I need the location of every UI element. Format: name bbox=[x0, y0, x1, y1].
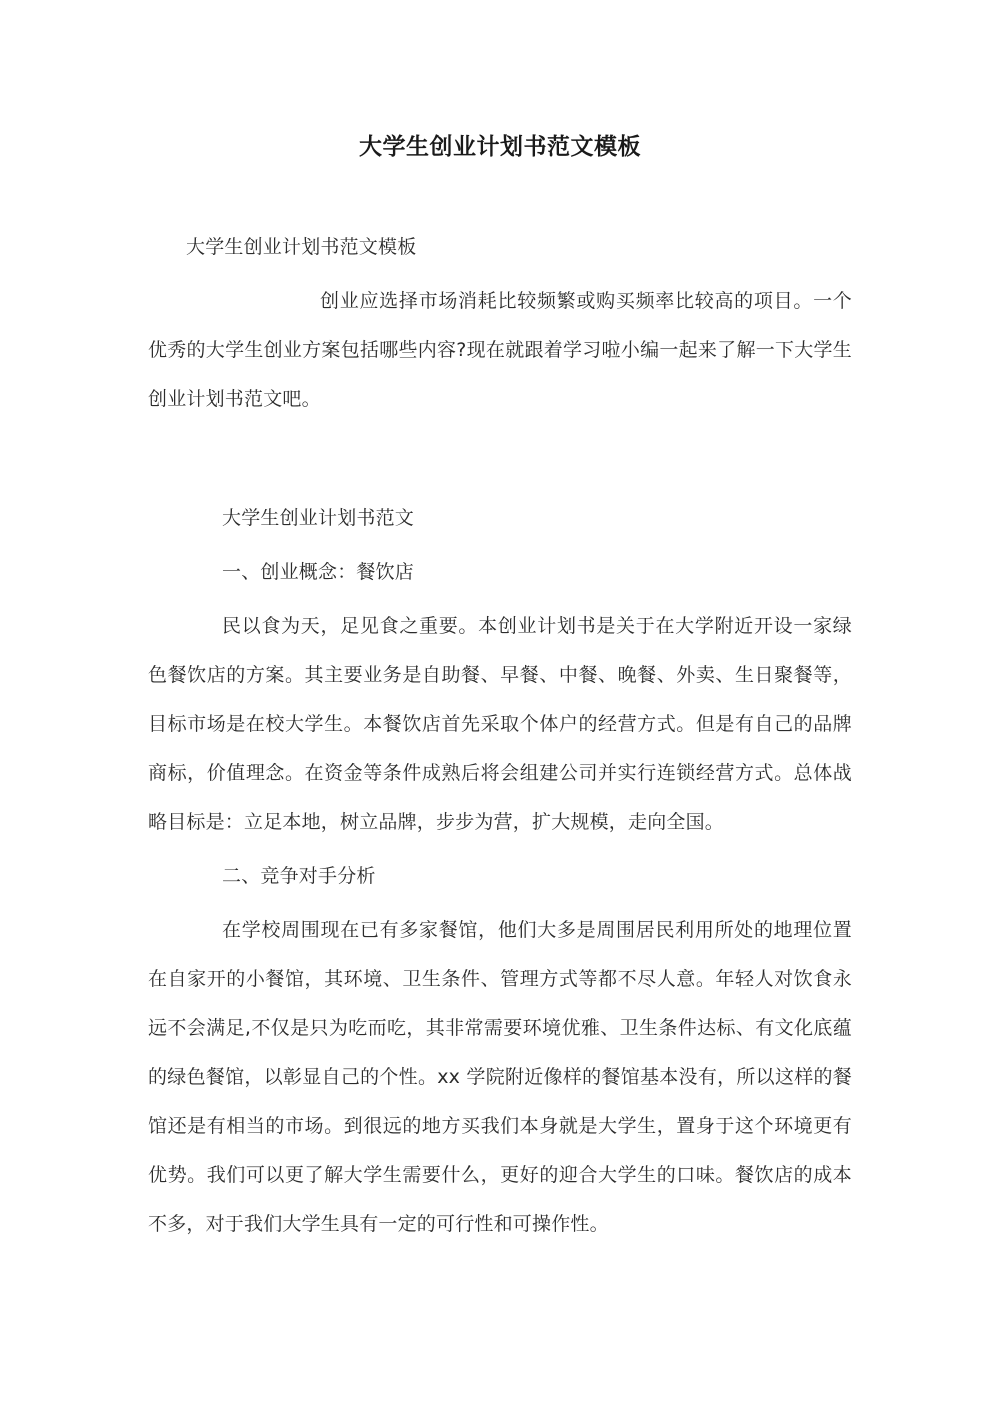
section-spacer bbox=[148, 424, 852, 476]
section-heading-1: 一、创业概念：餐饮店 bbox=[222, 560, 415, 583]
document-content bbox=[148, 0, 852, 1249]
section-body-2: 在学校周围现在已有多家餐馆，他们大多是周围居民利用所处的地理位置在自家开的小餐馆，其环境、卫生条件、管理方式等都不尽人意。年轻人对饮食永远不会满足,不仅是只为吃而吃，其非常需要环境优雅、卫生条件达标、有文化底蕴的绿色餐馆，以彰显自己的个性。xx 学院附近像样的餐馆基本没有，所以这样的餐馆还是有相当的市场。到很远的地方买我们本身就是大学生，置身于这个环境更有优势。我们可以更了解大学生需要什么，更好的迎合大学生的口味。餐饮店的成本不多，对于我们大学生具有一定的可行性和可操作性。 bbox=[148, 918, 852, 1235]
section-body-1: 民以食为天，足见食之重要。本创业计划书是关于在大学附近开设一家绿色餐饮店的方案。其主要业务是自助餐、早餐、中餐、晚餐、外卖、生日聚餐等，目标市场是在校大学生。本餐饮店首先采取个体户的经营方式。但是有自己的品牌商标，价值理念。在资金等条件成熟后将会组建公司并实行连锁经营方式。总体战略目标是：立足本地，树立品牌，步步为营，扩大规模，走向全国。 bbox=[148, 614, 852, 833]
section-heading-2: 二、竞争对手分析 bbox=[222, 864, 376, 887]
document-subtitle: 大学生创业计划书范文模板 bbox=[186, 235, 417, 258]
page-title: 大学生创业计划书范文模板 bbox=[359, 134, 641, 160]
intro-paragraph: 创业应选择市场消耗比较频繁或购买频率比较高的项目。一个优秀的大学生创业方案包括哪些内容?现在就跟着学习啦小编一起来了解一下大学生创业计划书范文吧。 bbox=[148, 289, 852, 410]
section-heading-main: 大学生创业计划书范文 bbox=[222, 506, 415, 529]
